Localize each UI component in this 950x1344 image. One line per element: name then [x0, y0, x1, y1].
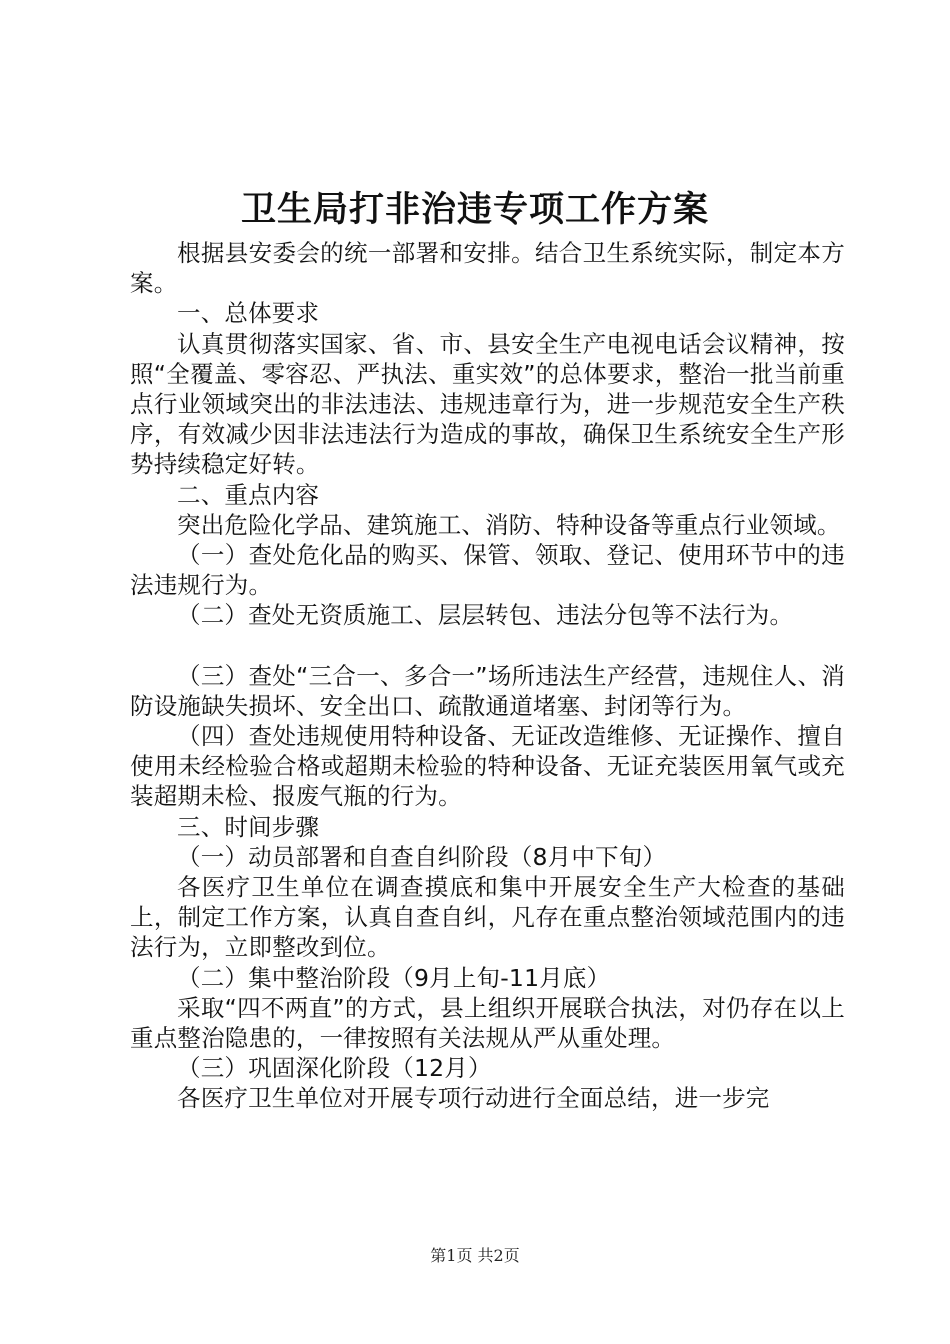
page-footer: 第1页 共2页	[430, 1246, 520, 1265]
timeline-stage-2-paragraph: 采取“四不两直”的方式，县上组织开展联合执法，对仍存在以上重点整治隐患的，一律按照有关法规从严从重处理。	[130, 993, 845, 1053]
section-heading-key-content: 二、重点内容	[177, 480, 320, 509]
key-content-paragraph: 突出危险化学品、建筑施工、消防、特种设备等重点行业领域。	[177, 510, 841, 539]
section-heading-timeline: 三、时间步骤	[177, 812, 320, 841]
key-content-item-4: （四）查处违规使用特种设备、无证改造维修、无证操作、擅自使用未经检验合格或超期未检验的特种设备、无证充装医用氧气或充装超期未检、报废气瓶的行为。	[130, 722, 845, 811]
timeline-stage-2-heading: （二）集中整治阶段（9月上旬-11月底）	[177, 963, 611, 992]
timeline-stage-3-heading: （三）巩固深化阶段（12月）	[177, 1054, 492, 1083]
key-content-item-1: （一）查处危化品的购买、保管、领取、登记、使用环节中的违法违规行为。	[130, 541, 845, 600]
key-content-item-3: （三）查处“三合一、多合一”场所违法生产经营，违规住人、消防设施缺失损坏、安全出口、疏散通道堵塞、封闭等行为。	[130, 661, 845, 720]
general-requirements-paragraph: 认真贯彻落实国家、省、市、县安全生产电视电话会议精神，按照“全覆盖、零容忍、严执法、重实效”的总体要求，整治一批当前重点行业领域突出的非法违法、违规违章行为，进一步规范安全生产秩序，有效减少因非法违法行为造成的事故，确保卫生系统安全生产形势持续稳定好转。	[130, 329, 845, 479]
key-content-item-2: （二）查处无资质施工、层层转包、违法分包等不法行为。	[177, 601, 794, 630]
timeline-stage-1-paragraph: 各医疗卫生单位在调查摸底和集中开展安全生产大检查的基础上，制定工作方案，认真自查自纠，凡存在重点整治领域范围内的违法行为，立即整改到位。	[130, 873, 845, 962]
timeline-stage-1-heading: （一）动员部署和自查自纠阶段（8月中下旬）	[177, 842, 667, 871]
document-body	[130, 238, 845, 1114]
document-title: 卫生局打非治违专项工作方案	[240, 189, 709, 230]
timeline-stage-3-paragraph: 各医疗卫生单位对开展专项行动进行全面总结，进一步完	[177, 1084, 770, 1113]
section-heading-general-requirements: 一、总体要求	[177, 299, 320, 328]
intro-paragraph: 根据县安委会的统一部署和安排。结合卫生系统实际，制定本方案。	[130, 239, 845, 298]
